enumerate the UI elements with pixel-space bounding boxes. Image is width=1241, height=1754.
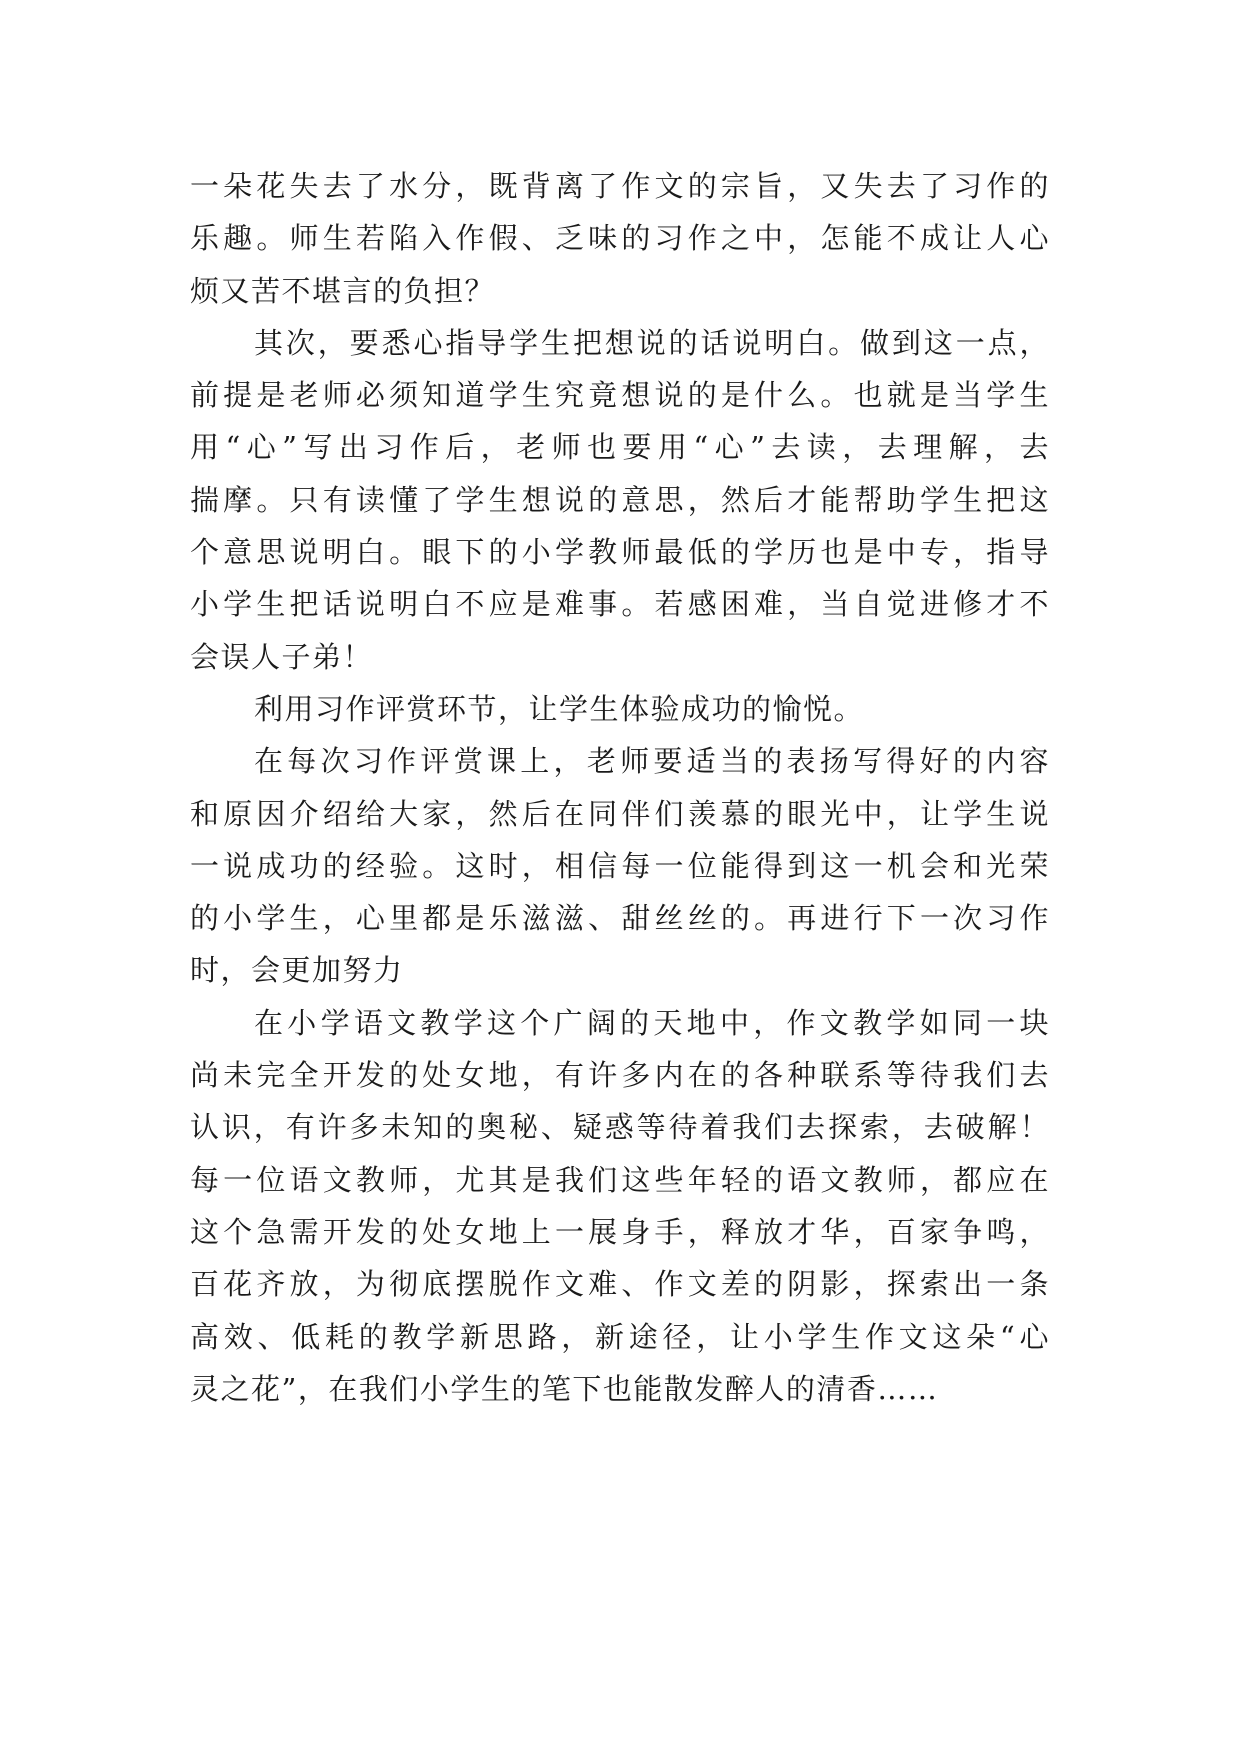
text-line: 灵之花”，在我们小学生的笔下也能散发醉人的清香…… (190, 1371, 939, 1406)
text-line: 每一位语文教师，尤其是我们这些年轻的语文教师，都应在 (190, 1162, 1050, 1197)
text-line: 个意思说明白。眼下的小学教师最低的学历也是中专，指导 (190, 535, 1050, 570)
text-line: 利用习作评赏环节，让学生体验成功的愉悦。 (254, 691, 865, 726)
text-line: 一说成功的经验。这时，相信每一位能得到这一机会和光荣 (190, 848, 1050, 883)
text-line: 的小学生，心里都是乐滋滋、甜丝丝的。再进行下一次习作 (190, 901, 1050, 936)
text-line: 百花齐放，为彻底摆脱作文难、作文差的阴影，探索出一条 (190, 1267, 1050, 1302)
text-line: 在每次习作评赏课上，老师要适当的表扬写得好的内容 (254, 744, 1050, 779)
text-line: 一朵花失去了水分，既背离了作文的宗旨，又失去了习作的 (190, 169, 1050, 203)
paragraph (190, 735, 1050, 996)
text-line: 揣摩。只有读懂了学生想说的意思，然后才能帮助学生把这 (190, 482, 1050, 517)
paragraph (190, 997, 1050, 1415)
text-line: 认识，有许多未知的奥秘、疑惑等待着我们去探索，去破解！ (190, 1110, 1050, 1145)
text-line: 时，会更加努力 (190, 953, 404, 988)
text-line: 高效、低耗的教学新思路，新途径，让小学生作文这朵“心 (190, 1319, 1050, 1354)
text-line: 前提是老师必须知道学生究竟想说的是什么。也就是当学生 (190, 378, 1050, 413)
text-line: 用“心”写出习作后，老师也要用“心”去读，去理解，去 (190, 430, 1050, 465)
text-line: 烦又苦不堪言的负担？ (190, 273, 496, 308)
text-line: 这个急需开发的处女地上一展身手，释放才华，百家争鸣， (190, 1214, 1050, 1249)
text-line: 在小学语文教学这个广阔的天地中，作文教学如同一块 (254, 1005, 1050, 1040)
text-line: 会误人子弟！ (190, 639, 374, 674)
text-line: 小学生把话说明白不应是难事。若感困难，当自觉进修才不 (190, 587, 1050, 622)
text-line: 尚未完全开发的处女地，有许多内在的各种联系等待我们去 (190, 1058, 1050, 1093)
paragraph (190, 160, 1050, 317)
paragraph (190, 683, 1050, 735)
paragraph (190, 317, 1050, 683)
text-line: 和原因介绍给大家，然后在同伴们羡慕的眼光中，让学生说 (190, 796, 1050, 831)
document-body (190, 160, 1050, 1415)
text-line: 乐趣。师生若陷入作假、乏味的习作之中，怎能不成让人心 (190, 221, 1050, 256)
text-line: 其次，要悉心指导学生把想说的话说明白。做到这一点， (254, 325, 1050, 360)
